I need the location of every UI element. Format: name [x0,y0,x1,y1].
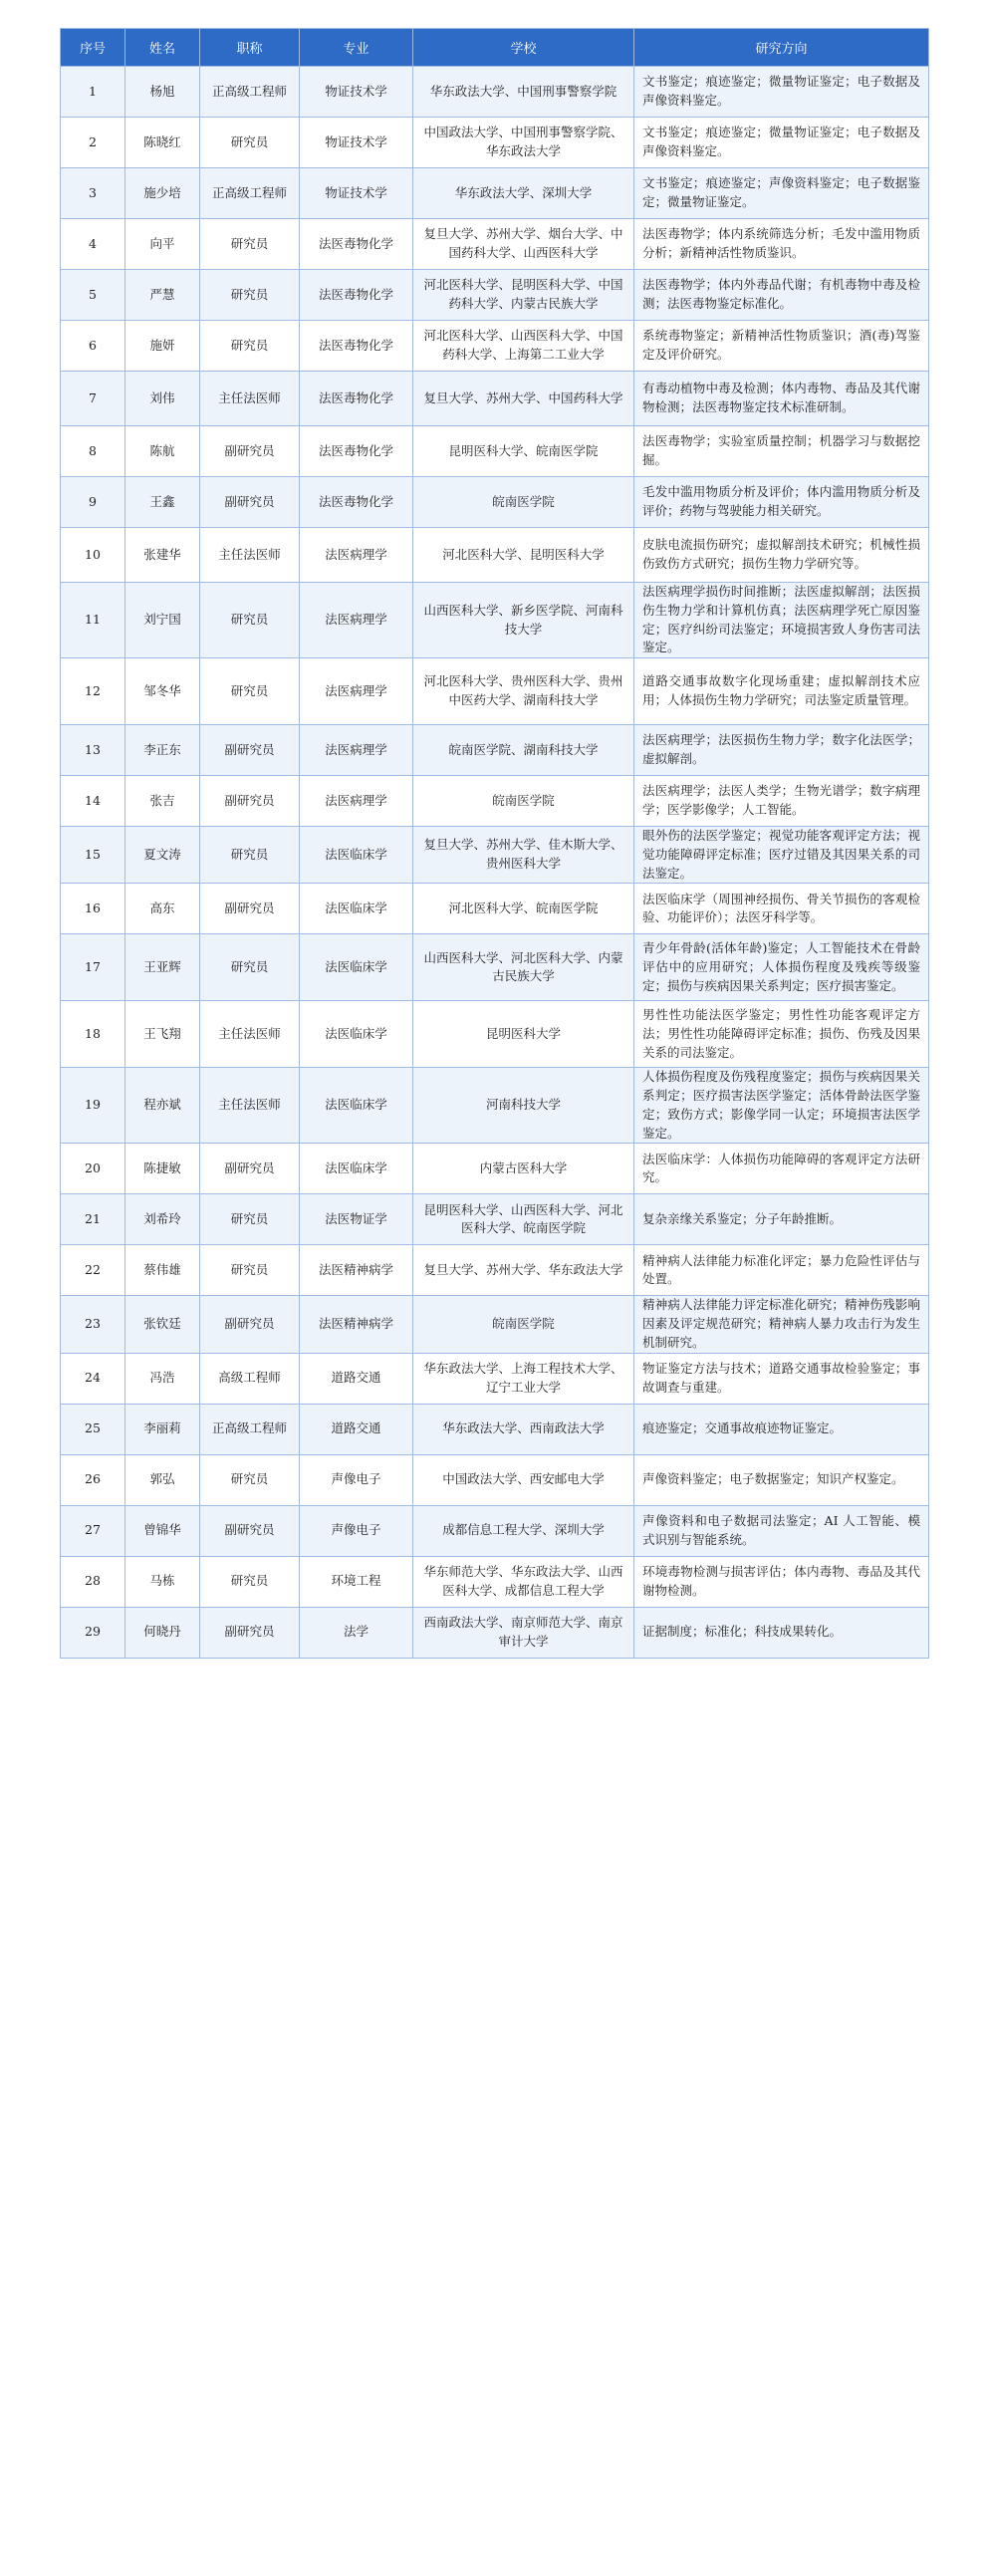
cell-name: 蔡伟雄 [125,1245,200,1296]
cell-research: 痕迹鉴定；交通事故痕迹物证鉴定。 [634,1404,929,1454]
cell-major: 法医病理学 [300,528,413,583]
cell-research: 系统毒物鉴定；新精神活性物质鉴识；酒(毒)驾鉴定及评价研究。 [634,321,929,372]
cell-research: 人体损伤程度及伤残程度鉴定；损伤与疾病因果关系判定；医疗损害法医学鉴定；活体骨龄法医学鉴定；致伤方式；影像学同一认定；环境损害法医学鉴定。 [634,1068,929,1144]
cell-research: 法医毒物学；体内外毒品代谢；有机毒物中毒及检测；法医毒物鉴定标准化。 [634,270,929,321]
cell-research: 环境毒物检测与损害评估；体内毒物、毒品及其代谢物检测。 [634,1556,929,1607]
cell-title: 副研究员 [200,1607,300,1658]
table-row [61,372,929,426]
cell-research: 法医病理学；法医人类学；生物光谱学；数字病理学；医学影像学；人工智能。 [634,776,929,827]
table-row [61,426,929,477]
cell-name: 张建华 [125,528,200,583]
cell-name: 李正东 [125,725,200,776]
cell-number: 18 [61,1001,125,1068]
cell-name: 夏文涛 [125,827,200,884]
cell-major: 法医物证学 [300,1194,413,1245]
cell-research: 法医临床学（周围神经损伤、骨关节损伤的客观检验、功能评价）；法医牙科学等。 [634,884,929,934]
table-row [61,1245,929,1296]
cell-school: 西南政法大学、南京师范大学、南京审计大学 [413,1607,634,1658]
cell-number: 4 [61,219,125,270]
cell-title: 副研究员 [200,1144,300,1194]
cell-title: 研究员 [200,934,300,1001]
cell-name: 曾锦华 [125,1505,200,1556]
cell-name: 李丽莉 [125,1404,200,1454]
table-row [61,118,929,168]
cell-school: 复旦大学、苏州大学、中国药科大学 [413,372,634,426]
cell-major: 法医病理学 [300,725,413,776]
cell-major: 道路交通 [300,1404,413,1454]
cell-major: 法医精神病学 [300,1296,413,1353]
table-row [61,1001,929,1068]
cell-title: 主任法医师 [200,1001,300,1068]
cell-major: 法医毒物化学 [300,321,413,372]
cell-title: 研究员 [200,1245,300,1296]
header-research: 研究方向 [634,29,929,67]
cell-title: 副研究员 [200,1505,300,1556]
cell-number: 14 [61,776,125,827]
cell-name: 向平 [125,219,200,270]
table-row [61,477,929,528]
cell-name: 杨旭 [125,67,200,118]
cell-title: 副研究员 [200,1296,300,1353]
cell-major: 法医毒物化学 [300,219,413,270]
cell-school: 华东政法大学、上海工程技术大学、辽宁工业大学 [413,1353,634,1404]
cell-number: 16 [61,884,125,934]
cell-name: 王亚辉 [125,934,200,1001]
table-row [61,725,929,776]
table-row [61,934,929,1001]
expert-table-container [60,28,928,1659]
cell-number: 28 [61,1556,125,1607]
cell-name: 何晓丹 [125,1607,200,1658]
cell-number: 5 [61,270,125,321]
cell-name: 陈航 [125,426,200,477]
cell-title: 副研究员 [200,426,300,477]
table-row [61,528,929,583]
cell-major: 法医临床学 [300,884,413,934]
cell-title: 高级工程师 [200,1353,300,1404]
table-row [61,67,929,118]
cell-title: 研究员 [200,1454,300,1505]
cell-research: 物证鉴定方法与技术；道路交通事故检验鉴定；事故调查与重建。 [634,1353,929,1404]
cell-research: 文书鉴定；痕迹鉴定；微量物证鉴定；电子数据及声像资料鉴定。 [634,118,929,168]
cell-school: 河北医科大学、昆明医科大学 [413,528,634,583]
cell-school: 内蒙古医科大学 [413,1144,634,1194]
table-row [61,1296,929,1353]
cell-name: 陈捷敏 [125,1144,200,1194]
cell-title: 研究员 [200,270,300,321]
cell-title: 研究员 [200,1194,300,1245]
cell-number: 20 [61,1144,125,1194]
cell-title: 主任法医师 [200,528,300,583]
cell-number: 22 [61,1245,125,1296]
cell-major: 环境工程 [300,1556,413,1607]
cell-name: 张钦廷 [125,1296,200,1353]
cell-title: 主任法医师 [200,372,300,426]
cell-name: 严慧 [125,270,200,321]
cell-title: 副研究员 [200,477,300,528]
cell-school: 河北医科大学、贵州医科大学、贵州中医药大学、湖南科技大学 [413,658,634,725]
cell-number: 19 [61,1068,125,1144]
table-row [61,219,929,270]
cell-major: 声像电子 [300,1505,413,1556]
cell-name: 施妍 [125,321,200,372]
cell-research: 毛发中滥用物质分析及评价；体内滥用物质分析及评价；药物与驾驶能力相关研究。 [634,477,929,528]
cell-major: 法医临床学 [300,1001,413,1068]
cell-research: 复杂亲缘关系鉴定；分子年龄推断。 [634,1194,929,1245]
cell-title: 正高级工程师 [200,1404,300,1454]
cell-name: 刘希玲 [125,1194,200,1245]
cell-research: 证据制度；标准化；科技成果转化。 [634,1607,929,1658]
cell-number: 24 [61,1353,125,1404]
table-row [61,827,929,884]
cell-school: 皖南医学院、湖南科技大学 [413,725,634,776]
cell-name: 高东 [125,884,200,934]
cell-school: 昆明医科大学、皖南医学院 [413,426,634,477]
header-major: 专业 [300,29,413,67]
cell-major: 声像电子 [300,1454,413,1505]
cell-name: 张吉 [125,776,200,827]
cell-school: 山西医科大学、河北医科大学、内蒙古民族大学 [413,934,634,1001]
cell-number: 6 [61,321,125,372]
cell-number: 26 [61,1454,125,1505]
cell-major: 法医临床学 [300,1068,413,1144]
cell-name: 程亦斌 [125,1068,200,1144]
cell-research: 声像资料鉴定；电子数据鉴定；知识产权鉴定。 [634,1454,929,1505]
cell-name: 邹冬华 [125,658,200,725]
cell-major: 法医临床学 [300,934,413,1001]
cell-school: 皖南医学院 [413,1296,634,1353]
cell-major: 法医毒物化学 [300,372,413,426]
cell-school: 复旦大学、苏州大学、佳木斯大学、贵州医科大学 [413,827,634,884]
cell-research: 文书鉴定；痕迹鉴定；声像资料鉴定；电子数据鉴定；微量物证鉴定。 [634,168,929,219]
cell-school: 华东政法大学、西南政法大学 [413,1404,634,1454]
table-row [61,321,929,372]
cell-name: 刘宁国 [125,583,200,658]
cell-title: 正高级工程师 [200,67,300,118]
cell-title: 副研究员 [200,884,300,934]
cell-name: 王飞翔 [125,1001,200,1068]
table-row [61,168,929,219]
cell-major: 物证技术学 [300,168,413,219]
cell-major: 法学 [300,1607,413,1658]
cell-number: 8 [61,426,125,477]
table-row [61,884,929,934]
cell-major: 法医临床学 [300,827,413,884]
cell-major: 法医病理学 [300,583,413,658]
cell-research: 男性性功能法医学鉴定；男性性功能客观评定方法；男性性功能障碍评定标准；损伤、伤残及因果关系的司法鉴定。 [634,1001,929,1068]
cell-title: 研究员 [200,827,300,884]
cell-major: 物证技术学 [300,118,413,168]
cell-name: 陈晓红 [125,118,200,168]
cell-name: 马栋 [125,1556,200,1607]
cell-research: 法医毒物学；实验室质量控制；机器学习与数据挖掘。 [634,426,929,477]
cell-number: 13 [61,725,125,776]
cell-research: 皮肤电流损伤研究；虚拟解剖技术研究；机械性损伤致伤方式研究；损伤生物力学研究等。 [634,528,929,583]
cell-school: 复旦大学、苏州大学、华东政法大学 [413,1245,634,1296]
cell-number: 17 [61,934,125,1001]
cell-major: 法医精神病学 [300,1245,413,1296]
cell-number: 15 [61,827,125,884]
cell-major: 法医毒物化学 [300,477,413,528]
cell-school: 昆明医科大学 [413,1001,634,1068]
cell-number: 29 [61,1607,125,1658]
table-body [61,67,929,1659]
cell-major: 法医病理学 [300,776,413,827]
table-row [61,1194,929,1245]
expert-table [60,28,929,1659]
cell-title: 研究员 [200,583,300,658]
cell-research: 有毒动植物中毒及检测；体内毒物、毒品及其代谢物检测；法医毒物鉴定技术标准研制。 [634,372,929,426]
cell-number: 10 [61,528,125,583]
table-row [61,658,929,725]
cell-major: 法医毒物化学 [300,270,413,321]
cell-major: 物证技术学 [300,67,413,118]
cell-school: 河南科技大学 [413,1068,634,1144]
header-number: 序号 [61,29,125,67]
cell-research: 法医临床学：人体损伤功能障碍的客观评定方法研究。 [634,1144,929,1194]
cell-number: 1 [61,67,125,118]
cell-number: 25 [61,1404,125,1454]
table-row [61,1068,929,1144]
cell-major: 法医临床学 [300,1144,413,1194]
cell-research: 文书鉴定；痕迹鉴定；微量物证鉴定；电子数据及声像资料鉴定。 [634,67,929,118]
cell-title: 副研究员 [200,776,300,827]
cell-school: 复旦大学、苏州大学、烟台大学、中国药科大学、山西医科大学 [413,219,634,270]
cell-school: 华东政法大学、中国刑事警察学院 [413,67,634,118]
cell-number: 7 [61,372,125,426]
cell-major: 道路交通 [300,1353,413,1404]
table-row [61,1556,929,1607]
cell-major: 法医病理学 [300,658,413,725]
cell-major: 法医毒物化学 [300,426,413,477]
cell-research: 法医病理学；法医损伤生物力学；数字化法医学；虚拟解剖。 [634,725,929,776]
cell-title: 研究员 [200,321,300,372]
cell-research: 道路交通事故数字化现场重建；虚拟解剖技术应用；人体损伤生物力学研究；司法鉴定质量管理。 [634,658,929,725]
header-name: 姓名 [125,29,200,67]
cell-title: 正高级工程师 [200,168,300,219]
cell-title: 研究员 [200,1556,300,1607]
cell-number: 27 [61,1505,125,1556]
header-school: 学校 [413,29,634,67]
cell-title: 副研究员 [200,725,300,776]
header-title: 职称 [200,29,300,67]
cell-school: 皖南医学院 [413,477,634,528]
cell-name: 施少培 [125,168,200,219]
cell-research: 精神病人法律能力评定标准化研究；精神伤残影响因素及评定规范研究；精神病人暴力攻击行为发生机制研究。 [634,1296,929,1353]
cell-research: 眼外伤的法医学鉴定；视觉功能客观评定方法；视觉功能障碍评定标准；医疗过错及其因果关系的司法鉴定。 [634,827,929,884]
cell-name: 刘伟 [125,372,200,426]
cell-research: 法医毒物学；体内系统筛选分析；毛发中滥用物质分析；新精神活性物质鉴识。 [634,219,929,270]
cell-title: 研究员 [200,219,300,270]
table-row [61,583,929,658]
table-row [61,1454,929,1505]
cell-school: 华东师范大学、华东政法大学、山西医科大学、成都信息工程大学 [413,1556,634,1607]
cell-school: 中国政法大学、中国刑事警察学院、华东政法大学 [413,118,634,168]
cell-school: 河北医科大学、皖南医学院 [413,884,634,934]
header-row [61,29,929,67]
table-row [61,1607,929,1658]
cell-number: 12 [61,658,125,725]
table-row [61,1404,929,1454]
table-header [61,29,929,67]
cell-name: 郭弘 [125,1454,200,1505]
cell-number: 23 [61,1296,125,1353]
table-row [61,270,929,321]
cell-number: 9 [61,477,125,528]
cell-research: 声像资料和电子数据司法鉴定；AI 人工智能、模式识别与智能系统。 [634,1505,929,1556]
table-row [61,1505,929,1556]
table-row [61,1144,929,1194]
cell-name: 王鑫 [125,477,200,528]
cell-research: 精神病人法律能力标准化评定；暴力危险性评估与处置。 [634,1245,929,1296]
cell-title: 研究员 [200,118,300,168]
cell-research: 法医病理学损伤时间推断；法医虚拟解剖；法医损伤生物力学和计算机仿真；法医病理学死亡原因鉴定；医疗纠纷司法鉴定；环境损害致人身伤害司法鉴定。 [634,583,929,658]
cell-school: 中国政法大学、西安邮电大学 [413,1454,634,1505]
cell-title: 主任法医师 [200,1068,300,1144]
table-row [61,1353,929,1404]
cell-school: 皖南医学院 [413,776,634,827]
cell-school: 昆明医科大学、山西医科大学、河北医科大学、皖南医学院 [413,1194,634,1245]
cell-name: 冯浩 [125,1353,200,1404]
cell-number: 11 [61,583,125,658]
cell-school: 河北医科大学、昆明医科大学、中国药科大学、内蒙古民族大学 [413,270,634,321]
cell-number: 21 [61,1194,125,1245]
cell-school: 成都信息工程大学、深圳大学 [413,1505,634,1556]
cell-title: 研究员 [200,658,300,725]
cell-number: 3 [61,168,125,219]
cell-research: 青少年骨龄(活体年龄)鉴定；人工智能技术在骨龄评估中的应用研究；人体损伤程度及残疾等级鉴定；损伤与疾病因果关系判定；医疗损害鉴定。 [634,934,929,1001]
cell-school: 山西医科大学、新乡医学院、河南科技大学 [413,583,634,658]
cell-number: 2 [61,118,125,168]
table-row [61,776,929,827]
cell-school: 华东政法大学、深圳大学 [413,168,634,219]
cell-school: 河北医科大学、山西医科大学、中国药科大学、上海第二工业大学 [413,321,634,372]
